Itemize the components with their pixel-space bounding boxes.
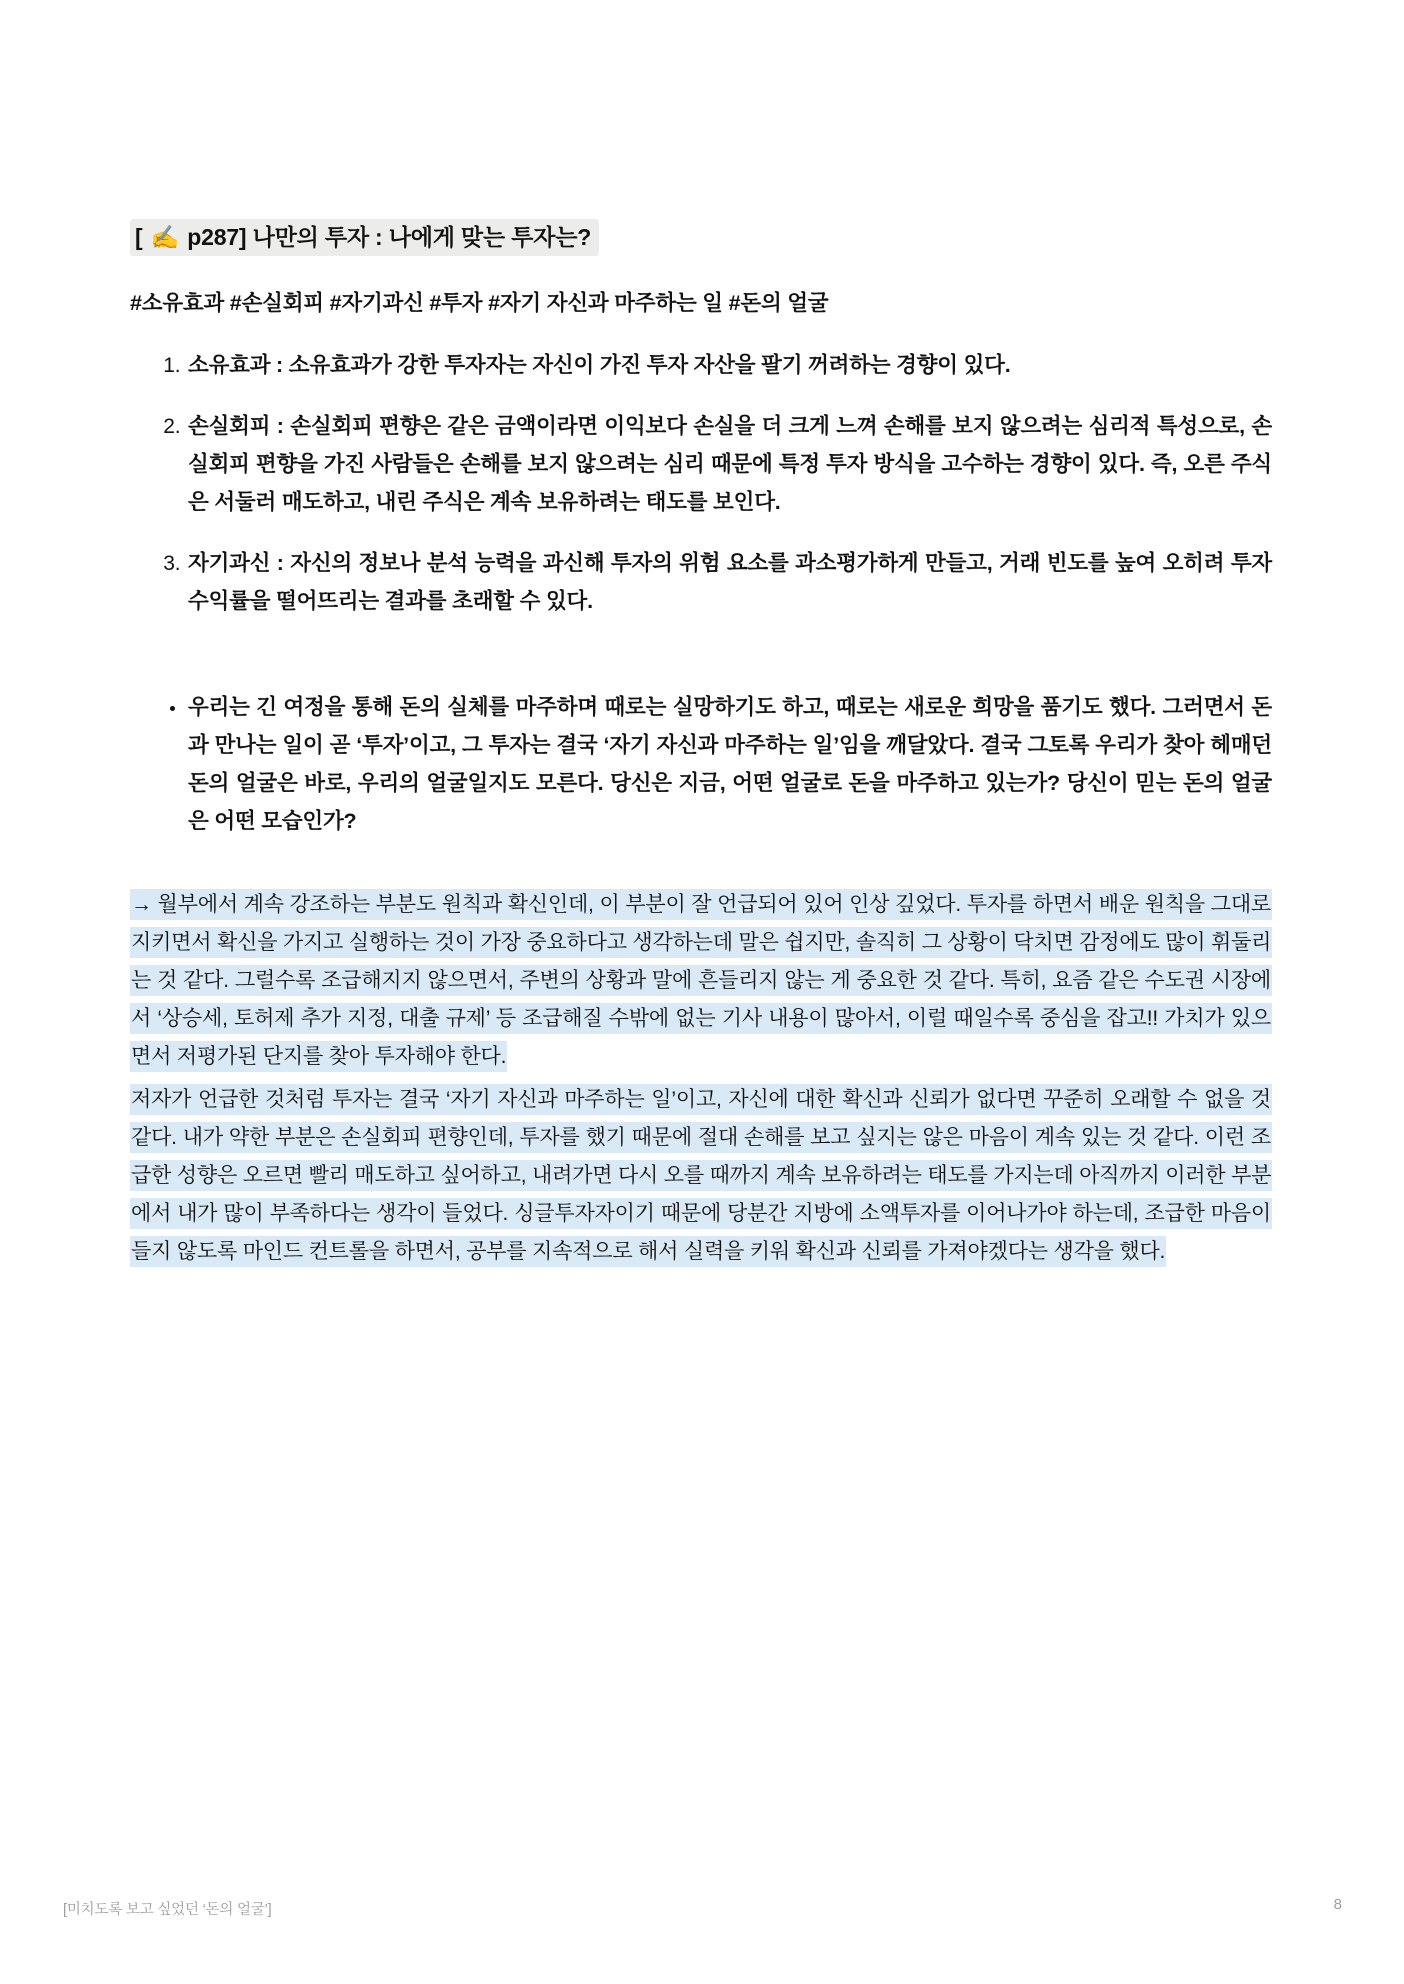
page-title-text: p287] 나만의 투자 : 나에게 맞는 투자는? <box>181 224 592 250</box>
note-highlighted-text: 저자가 언급한 것처럼 투자는 결국 ‘자기 자신과 마주하는 일’이고, 자신에 대한 확신과 신뢰가 없다면 꾸준히 오래할 수 없을 것 같다. 내가 약한 부분은 손실회피 편향인데, 투자를 했기 때문에 절대 손해를 보고 싶지는 않은 마음이 계속 있는 것 같다. 이런 조급한 성향은 오르면 빨리 매도하고 싶어하고, 내려가면 다시 오를 때까지 계속 보유하려는 태도를 가지는데 아직까지 이러한 부분에서 내가 많이 부족하다는 생각이 들었다. 싱글투자자이기 때문에 당분간 지방에 소액투자를 이어나가야 하는데, 조급한 마음이 들지 않도록 마인드 컨트롤을 하면서, 공부를 지속적으로 해서 실력을 키워 확신과 신뢰를 가져야겠다는 생각을 했다. <box>130 1084 1272 1267</box>
bullet-list <box>130 688 1272 840</box>
page-title <box>130 220 1272 254</box>
numbered-list <box>130 346 1272 620</box>
page-title-highlight <box>130 219 599 256</box>
document-content <box>130 220 1272 1276</box>
list-item <box>186 407 1272 521</box>
list-item-text: 우리는 긴 여정을 통해 돈의 실체를 마주하며 때로는 실망하기도 하고, 때로는 새로운 희망을 품기도 했다. 그러면서 돈과 만나는 일이 곧 ‘투자’이고, 그 투자는 결국 ‘자기 자신과 마주하는 일’임을 깨달았다. 결국 그토록 우리가 찾아 헤매던 돈의 얼굴은 바로, 우리의 얼굴일지도 모른다. 당신은 지금, 어떤 얼굴로 돈을 마주하고 있는가? 당신이 믿는 돈의 얼굴은 어떤 모습인가? <box>188 695 1272 833</box>
note-paragraph <box>130 1081 1272 1271</box>
list-item-text: 자기과신 : 자신의 정보나 분석 능력을 과신해 투자의 위험 요소를 과소평가하게 만들고, 거래 빈도를 높여 오히려 투자 수익률을 떨어뜨리는 결과를 초래할 수 있다. <box>188 551 1272 613</box>
hashtags-line: #소유효과 #손실회피 #자기과신 #투자 #자기 자신과 마주하는 일 #돈의 얼굴 <box>130 291 829 315</box>
list-item <box>187 688 1272 840</box>
footer-book-title: [미치도록 보고 싶었던 ‘돈의 얼굴’] <box>63 1902 272 1918</box>
writing-hand-icon: ✍️ <box>150 224 180 250</box>
notes-section <box>130 886 1272 1271</box>
note-highlighted-text: → 월부에서 계속 강조하는 부분도 원칙과 확신인데, 이 부분이 잘 언급되어 있어 인상 깊었다. 투자를 하면서 배운 원칙을 그대로 지키면서 확신을 가지고 실행하는 것이 가장 중요하다고 생각하는데 말은 쉽지만, 솔직히 그 상황이 닥치면 감정에도 많이 휘둘리는 것 같다. 그럴수록 조급해지지 않으면서, 주변의 상황과 말에 흔들리지 않는 게 중요한 것 같다. 특히, 요즘 같은 수도권 시장에서 ‘상승세, 토허제 추가 지정, 대출 규제’ 등 조급해질 수밖에 없는 기사 내용이 많아서, 이럴 때일수록 중심을 잡고!! 가치가 있으면서 저평가된 단지를 찾아 투자해야 한다. <box>130 889 1272 1072</box>
page-title-prefix: [ <box>135 224 149 250</box>
list-item <box>186 544 1272 620</box>
note-paragraph <box>130 886 1272 1076</box>
list-item-text: 소유효과 : 소유효과가 강한 투자자는 자신이 가진 투자 자산을 팔기 꺼려하는 경향이 있다. <box>188 353 1011 377</box>
footer-page-number: 8 <box>1333 1896 1342 1913</box>
list-item <box>186 346 1272 384</box>
list-item-text: 손실회피 : 손실회피 편향은 같은 금액이라면 이익보다 손실을 더 크게 느껴 손해를 보지 않으려는 심리적 특성으로, 손실회피 편향을 가진 사람들은 손해를 보지 않으려는 심리 때문에 특정 투자 방식을 고수하는 경향이 있다. 즉, 오른 주식은 서둘러 매도하고, 내린 주식은 계속 보유하려는 태도를 보인다. <box>188 414 1272 514</box>
